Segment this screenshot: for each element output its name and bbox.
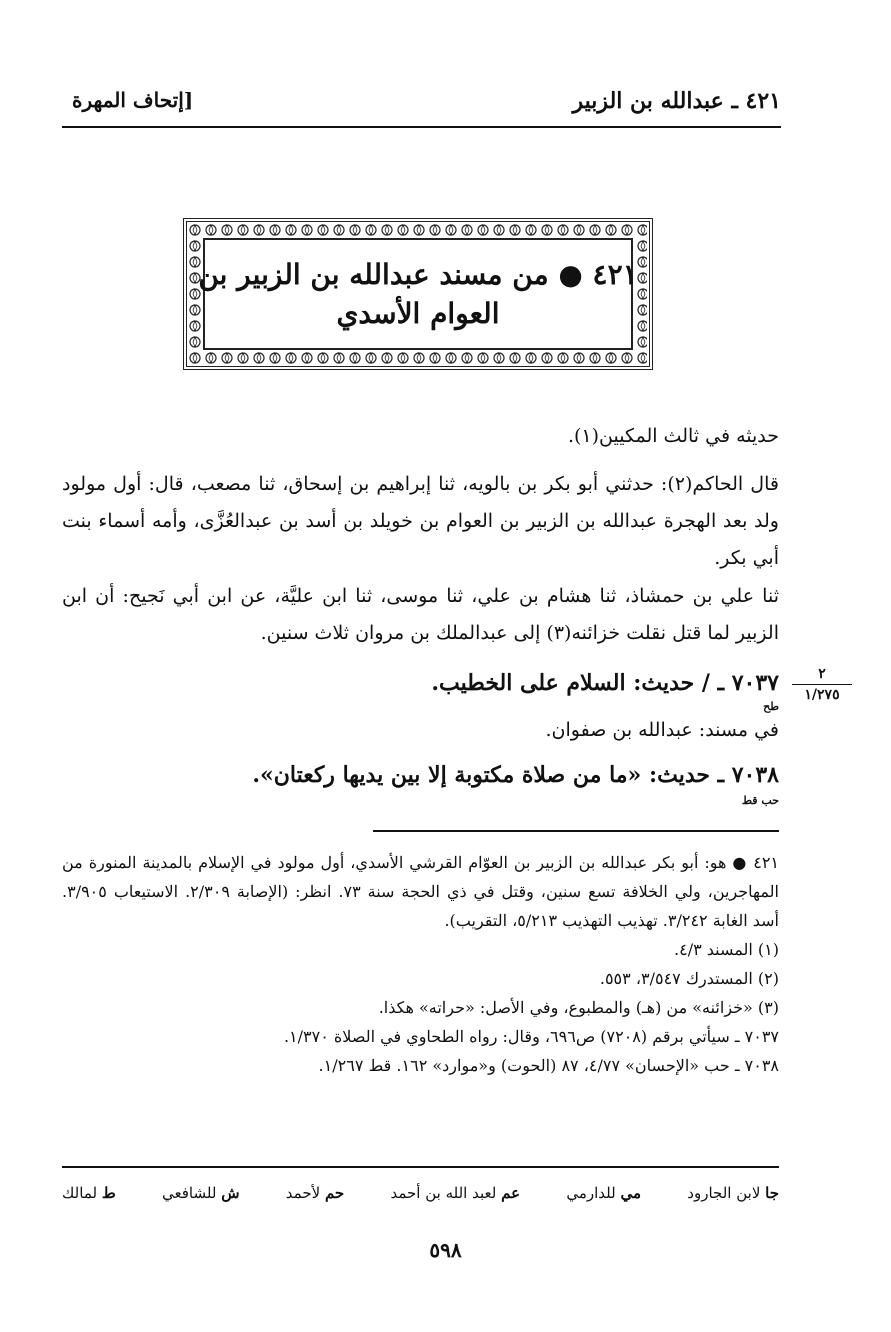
- sigla-item: ش للشافعي: [162, 1184, 240, 1202]
- hadith-7037: ٧٠٣٧ ـ / حديث: السلام على الخطيب.: [431, 670, 779, 696]
- hadith-7037-sub: في مسند: عبدالله بن صفوان.: [545, 719, 779, 741]
- footnote-2: (٢) المستدرك ٣/٥٤٧، ٥٥٣.: [599, 969, 779, 988]
- body-paragraph-1: حديثه في ثالث المكيين(١).: [567, 425, 779, 447]
- margin-reference: [792, 666, 852, 703]
- hadith-7038: ٧٠٣٨ ـ حديث: «ما من صلاة مكتوبة إلا بين يديها ركعتان».: [252, 762, 779, 788]
- footnote-7037: ٧٠٣٧ ـ سيأتي برقم (٧٢٠٨) ص٦٩٦، وقال: رواه الطحاوي في الصلاة ١/٣٧٠.: [283, 1027, 779, 1046]
- chapter-title-line-1: ٤٢١ ● من مسند عبدالله بن الزبير بن: [198, 258, 638, 291]
- footnote-7038: ٧٠٣٨ ـ حب «الإحسان» ٤/٧٧، ٨٧ (الحوت) و«موارد» ١٦٢. قط ١/٢٦٧.: [318, 1056, 779, 1075]
- sigla-item: جا لابن الجارود: [687, 1184, 779, 1202]
- chapter-title-line-2: العوام الأسدي: [336, 297, 500, 330]
- sigla-item: ط لمالك: [62, 1184, 116, 1202]
- page-number: ٥٩٨: [429, 1238, 462, 1262]
- body-paragraph-2: قال الحاكم(٢): حدثني أبو بكر بن بالويه، ثنا إبراهيم بن إسحاق، ثنا مصعب، قال: أول مولود ولد بعد الهجرة عبدالله بن الزبير بن العوام بن خويلد بن أسد بن عبدالعُزَّى، وأمه أسماء بنت أبي بكر.: [62, 473, 779, 569]
- footnote-1: (١) المسند ٤/٣.: [674, 940, 779, 959]
- footnotes: [62, 848, 779, 1080]
- sigla-legend: [62, 1184, 779, 1202]
- chapter-title-frame: [183, 218, 653, 370]
- running-header-title: ٤٢١ ـ عبدالله بن الزبير: [572, 88, 781, 114]
- margin-reference-number: ٢: [792, 666, 852, 685]
- chapter-title: [198, 238, 638, 350]
- footnote-biography: ٤٢١ ● هو: أبو بكر عبدالله بن الزبير بن العوّام القرشي الأسدي، أول مولود في الإسلام بالمدينة المنورة من المهاجرين، ولي الخلافة تسع سنين، وقتل في ذي الحجة سنة ٧٣. انظر: (الإصابة ٢/٣٠٩. الاستيعاب ٣/٩٠٥. أسد الغابة ٣/٢٤٢. تهذيب التهذيب ٥/٢١٣، التقريب).: [62, 853, 780, 930]
- sigla-item: عم لعبد الله بن أحمد: [390, 1184, 521, 1202]
- running-header-book: [إتحاف المهرة: [72, 88, 194, 112]
- header-rule: [62, 126, 781, 128]
- sigla-item: حم لأحمد: [285, 1184, 345, 1202]
- hadith-7037-code: طح: [763, 700, 779, 713]
- footnote-3: (٣) «خزائنه» من (هـ) والمطبوع، وفي الأصل: «حراته» هكذا.: [378, 998, 779, 1017]
- sigla-item: مي للدارمي: [566, 1184, 642, 1202]
- hadith-7038-code: حب قط: [741, 794, 779, 807]
- sigla-rule: [62, 1166, 779, 1168]
- footnote-rule: [373, 830, 779, 832]
- margin-reference-location: ١/٢٧٥: [804, 687, 840, 703]
- body-paragraph-3: ثنا علي بن حمشاذ، ثنا هشام بن علي، ثنا موسى، ثنا ابن عليَّة، عن ابن أبي نَجيح: أن ابن الزبير لما قتل نقلت خزائنه(٣) إلى عبدالملك بن مروان ثلاث سنين.: [62, 585, 779, 644]
